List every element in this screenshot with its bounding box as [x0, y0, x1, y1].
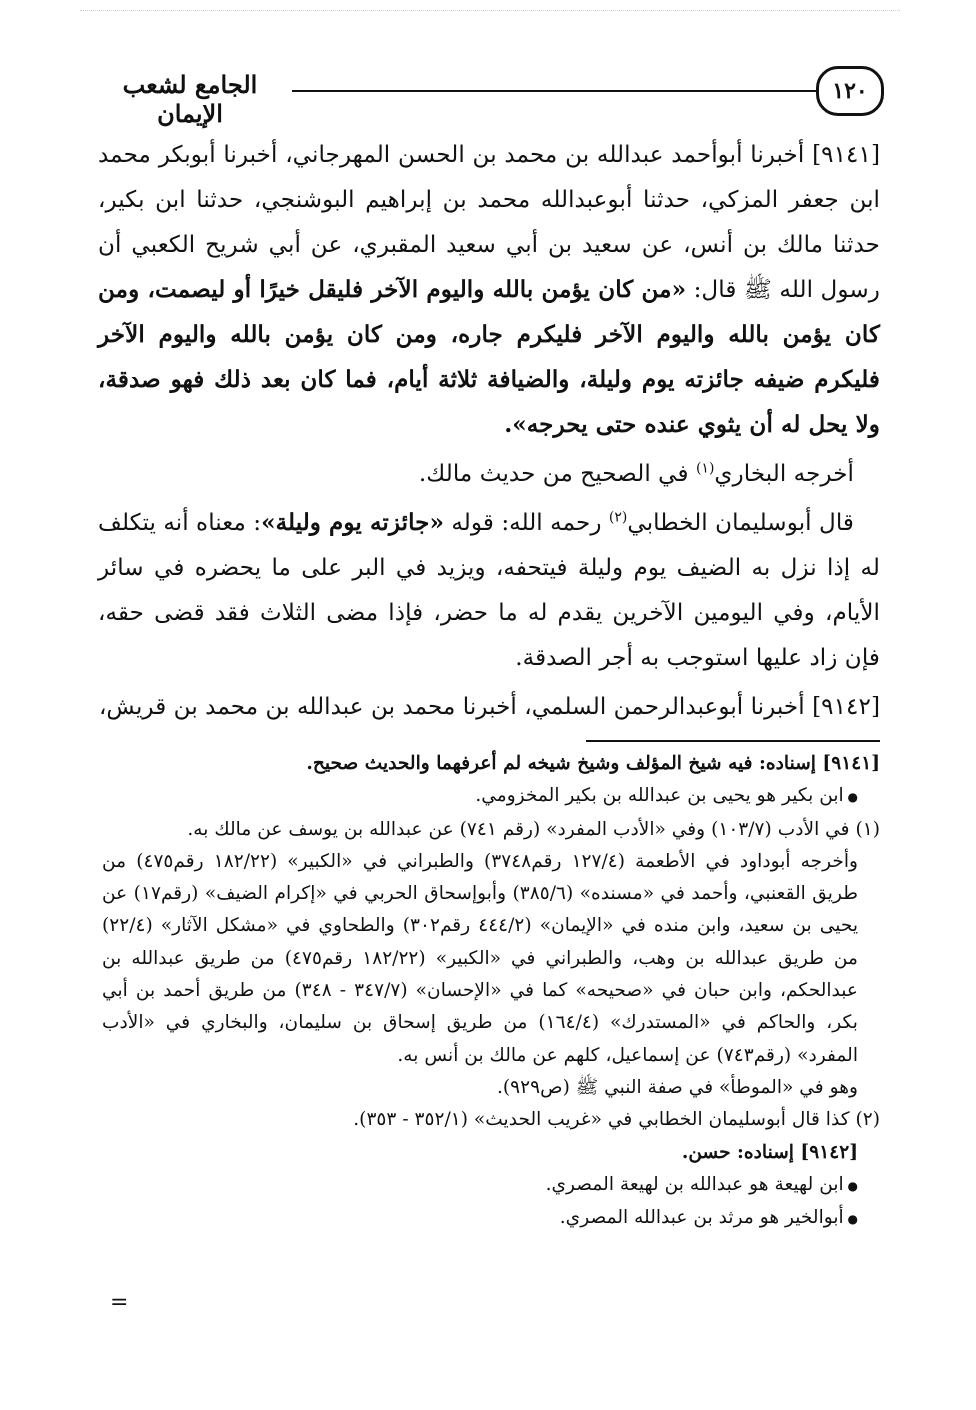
footnote-1-more: وأخرجه أبوداود في الأطعمة (١٢٧/٤ رقم٣٧٤٨) والطبراني في «الكبير» (١٨٢/٢٢ رقم٤٧٥) من طريق القعنبي، وأحمد في «مسنده» (٣٨٥/٦) وأبوإسحاق الحربي في «إكرام الضيف» (رقم١٧) عن يحيى بن سعيد، وابن منده في «الإيمان» (٤٤٤/٢ رقم٣٠٢) والطحاوي في «مشكل الآثار» (٢٢/٤) من طريق عبدالله بن وهب، والطبراني في «الكبير» (١٨٢/٢٢ رقم٤٧٥) من طريق عبدالله بن عبدالحكم، وابن حبان في «صحيحه» كما في «الإحسان» (٣٤٧/٧ - ٣٤٨) من طريق أحمد بن أبي بكر، والحاكم في «المستدرك» (١٦٤/٤) من طريق إسحاق بن سليمان، والبخاري في «الأدب المفرد» (رقم٧٤٣) عن إسماعيل، كلهم عن مالك بن أنس به. [102, 850, 859, 1066]
page-header [92, 62, 884, 128]
top-edge-dots [80, 10, 900, 12]
khattabi-paragraph [98, 500, 880, 680]
note-9142-bullet-1: ابن لهيعة هو عبدالله بن لهيعة المصري. [545, 1173, 844, 1195]
main-text [98, 132, 880, 733]
khattabi-text: قال أبوسليمان الخطابي [627, 509, 854, 536]
note-9141-bullet: ابن بكير هو يحيى بن عبدالله بن بكير المخزومي. [475, 785, 844, 807]
footnote-ref-1[interactable]: (١) [695, 460, 715, 477]
khattabi-text-c: : معناه أنه يتكلف له إذا نزل به الضيف يوم وليلة فيتحفه، ويزيد في البر على ما يحضره في سائر الأيام، وفي اليومين الآخرين يقدم له ما حضر، فإذا مضى الثلاث فقد قضى حقه، فإن زاد عليها استوجب به أجر الصدقة. [98, 509, 880, 671]
page-number-badge: ١٢٠ [816, 66, 884, 116]
book-title: الجامع لشعب الإيمان [122, 70, 258, 128]
note-9142-bullet-2: أبوالخير هو مرثد بن عبدالله المصري. [559, 1207, 844, 1229]
hadith-9142: [٩١٤٢] أخبرنا أبوعبدالرحمن السلمي، أخبرنا محمد بن عبدالله بن محمد بن قريش، [98, 693, 880, 720]
note-bullet [844, 1174, 858, 1195]
khattabi-text-b: رحمه الله: قوله [443, 509, 609, 536]
note-bullet [844, 1207, 858, 1228]
takhrij-text-cont: في الصحيح من حديث مالك. [418, 460, 696, 487]
takhrij-paragraph [98, 451, 880, 496]
header-rule [292, 90, 818, 92]
hadith-9141 [98, 132, 880, 447]
note-bullet [844, 785, 858, 806]
isnad-text: [٩١٤١] أخبرنا أبوأحمد عبدالله بن محمد بن الحسن المهرجاني، أخبرنا أبوبكر محمد ابن جعفر المزكي، حدثنا أبوعبدالله محمد بن إبراهيم البوشنجي، حدثنا ابن بكير، حدثنا مالك بن أنس، عن سعيد بن أبي سعيد المقبري، عن أبي شريح الكعبي أن رسول الله ﷺ قال: [98, 141, 880, 303]
note-9141-head: [٩١٤١] إسناده: فيه شيخ المؤلف وشيخ شيخه لم أعرفهما والحديث صحيح. [306, 753, 880, 774]
quoted-phrase: «جائزته يوم وليلة» [261, 509, 444, 536]
footnotes [102, 748, 880, 1235]
note-9142-head: [٩١٤٢] إسناده: حسن. [681, 1141, 858, 1163]
footnote-separator [586, 740, 880, 742]
footnote-ref-2[interactable]: (٢) [608, 509, 628, 526]
hadith-matn: «من كان يؤمن بالله واليوم الآخر فليقل خيرًا أو ليصمت، ومن كان يؤمن بالله واليوم الآخر فليكرم جاره، ومن كان يؤمن بالله واليوم الآخر فليكرم ضيفه جائزته يوم وليلة، والضيافة ثلاثة أيام، فما كان بعد ذلك فهو صدقة، ولا يحل له أن يثوي عنده حتى يحرجه». [98, 276, 880, 438]
footnote-2: (٢) كذا قال أبوسليمان الخطابي في «غريب الحديث» (٣٥٢/١ - ٣٥٣). [353, 1109, 880, 1131]
footnote-1-last: وهو في «الموطأ» في صفة النبي ﷺ (ص٩٢٩). [497, 1076, 858, 1098]
takhrij-text: أخرجه البخاري [714, 460, 854, 487]
continuation-mark: = [110, 1290, 129, 1315]
footnote-1: (١) في الأدب (١٠٣/٧) وفي «الأدب المفرد» (رقم ٧٤١) عن عبدالله بن يوسف عن مالك به. [187, 818, 880, 840]
